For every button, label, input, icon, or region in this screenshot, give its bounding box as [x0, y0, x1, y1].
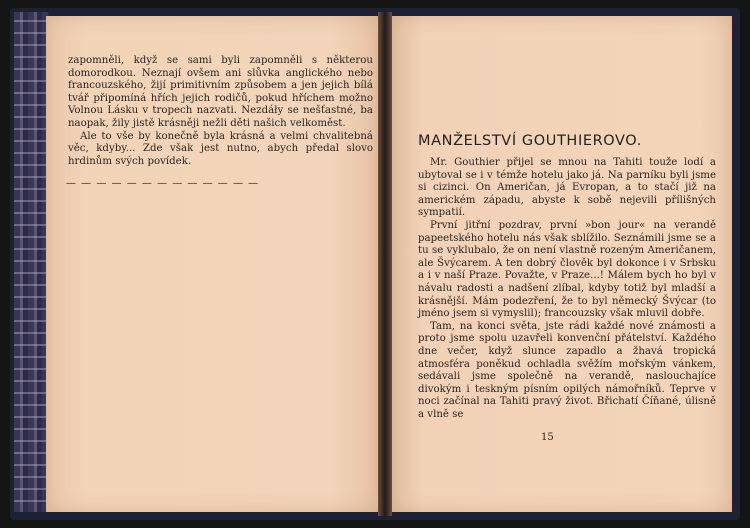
page-number: 15	[541, 432, 554, 443]
right-page-text	[418, 157, 716, 421]
chapter-title: MANŽELSTVÍ GOUTHIEROVO.	[418, 133, 642, 149]
left-paragraph: Ale to vše by konečně byla krásná a velmi chvalitebná věc, kdyby... Zde však jest nutno, abych předal slovo hrdinům svých povídek.	[68, 130, 373, 167]
book-gutter	[378, 12, 392, 516]
right-paragraph: První jitřní pozdrav, první »bon jour« na verandě papeetského hotelu nás však sblížilo. Seznámili jsme se a tu se vyklubalo, že on není vlastně rozeným Američanem, ale Švýcarem. A ten dobrý člověk byl dokonce i v Srbsku a i v naší Praze. Považte, v Praze...! Málem bych ho byl v návalu radosti a nadšení zlíbal, kdyby totiž byl mladší a krásnější. Mám podezření, že to byl německý Švýcar (to jméno jsem si vymyslil); francouzsky však mluvil dobře.	[418, 219, 716, 320]
right-paragraph: Tam, na konci světa, jste rádi každé nové známosti a proto jsme spolu uzavřeli konvenční přátelství. Každého dne večer, když slunce zapadlo a žhavá tropická atmosféra poněkud ochladla svěžím mořským vánkem, sedávali jsme společně na verandě, naslouchajíce divokým i teskným písním opilých námořníků. Teprve v noci začínal na Tahiti pravý život. Břichatí Číňané, úlisně a vlně se	[418, 320, 716, 420]
section-separator: — — — — — — — — — — — — —	[66, 178, 260, 189]
right-paragraph: Mr. Gouthier přijel se mnou na Tahiti touže lodí a ubytoval se i v témže hotelu jako já. Na parníku byli jsme si cizinci. On Američan, já Evropan, a to stačí již na americkém západu, abyste k sobě nejevili přílišných sympatií.	[418, 157, 716, 219]
left-paragraph: zapomněli, když se sami byli zapomněli s některou domorodkou. Neznají ovšem ani slůvka anglického nebo francouzského, žijí primitivním způsobem a jen jejich bílá tvář připomíná hřích jejich rodičů, pokud hříchem možno Volnou Lásku v tropech nazvati. Nezdáły se nešťastné, ba naopak, žily jistě krásněji nežli děti našich velkoměst.	[68, 55, 373, 129]
left-page-text	[68, 55, 373, 168]
marbled-endpaper	[14, 12, 49, 512]
